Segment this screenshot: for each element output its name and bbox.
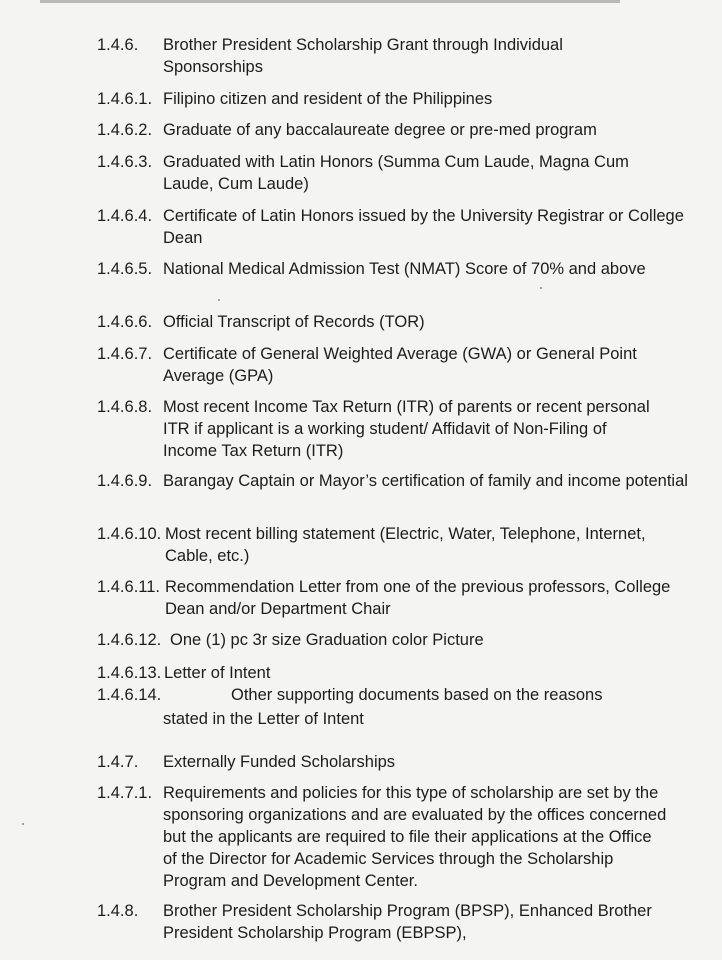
item-1-4-6-8 — [97, 396, 697, 462]
section-number: 1.4.7. — [97, 753, 139, 771]
item-1-4-6-3 — [97, 151, 697, 195]
item-1-4-6-2 — [97, 119, 697, 141]
item-number: 1.4.6.5. — [97, 260, 153, 278]
section-text: Externally Funded Scholarships — [163, 753, 396, 771]
section-1-4-8 — [97, 900, 697, 944]
item-1-4-6-13 — [97, 662, 697, 684]
item-text: One (1) pc 3r size Graduation color Picture — [170, 631, 484, 649]
item-number: 1.4.6.3. — [97, 153, 153, 171]
item-number: 1.4.6.1. — [97, 90, 153, 108]
scan-speck — [218, 299, 220, 301]
item-1-4-6-7 — [97, 343, 697, 387]
item-1-4-6-9 — [97, 470, 697, 492]
item-number: 1.4.6.9. — [97, 472, 153, 490]
scan-speck — [540, 287, 542, 289]
item-text: Other supporting documents based on the reasons — [231, 686, 603, 704]
item-number: 1.4.6.14. — [97, 686, 162, 704]
item-text: Most recent billing statement (Electric, Water, Telephone, Internet, Cable, etc.) — [165, 525, 646, 565]
item-text: Filipino citizen and resident of the Philippines — [163, 90, 493, 108]
item-1-4-6-6 — [97, 311, 697, 333]
item-number: 1.4.6.7. — [97, 345, 153, 363]
item-1-4-6-12 — [97, 629, 697, 651]
item-1-4-6-4 — [97, 205, 697, 249]
section-text: Brother President Scholarship Program (BPSP), Enhanced Brother President Scholarship Program (EBPSP), — [163, 902, 652, 942]
item-text: Official Transcript of Records (TOR) — [163, 313, 425, 331]
item-number: 1.4.6.10. — [97, 525, 162, 543]
item-number: 1.4.6.11. — [97, 578, 160, 596]
item-1-4-6-11 — [97, 576, 697, 620]
item-text: Most recent Income Tax Return (ITR) of parents or recent personal ITR if applicant is a working student/ Affidavit of Non-Filing of Income Tax Return (ITR) — [163, 398, 650, 460]
scan-speck — [22, 823, 24, 825]
section-text: Brother President Scholarship Grant through Individual Sponsorships — [163, 36, 563, 76]
item-text-continuation: stated in the Letter of Intent — [163, 710, 364, 728]
item-1-4-6-1 — [97, 88, 697, 110]
item-number: 1.4.6.6. — [97, 313, 153, 331]
section-1-4-6 — [97, 34, 697, 78]
item-1-4-7-1 — [97, 782, 697, 892]
item-text: Recommendation Letter from one of the previous professors, College Dean and/or Department Chair — [165, 578, 671, 618]
item-text: Graduated with Latin Honors (Summa Cum Laude, Magna Cum Laude, Cum Laude) — [163, 153, 629, 193]
section-number: 1.4.8. — [97, 902, 139, 920]
item-1-4-6-14 — [97, 684, 697, 730]
item-number: 1.4.7.1. — [97, 784, 153, 802]
section-number: 1.4.6. — [97, 36, 139, 54]
item-1-4-6-5 — [97, 258, 697, 280]
item-text: Graduate of any baccalaureate degree or pre-med program — [163, 121, 597, 139]
item-text: Letter of Intent — [164, 664, 271, 682]
item-text: National Medical Admission Test (NMAT) Score of 70% and above — [163, 260, 646, 278]
section-1-4-7 — [97, 751, 697, 773]
item-text: Requirements and policies for this type of scholarship are set by the sponsoring organizations and are evaluated by the offices concerned but the applicants are required to file their applications at the Office of the Director for Academic Services through the Scholarship Program and Development Center. — [163, 784, 667, 890]
item-text: Certificate of Latin Honors issued by the University Registrar or College Dean — [163, 207, 684, 247]
top-edge-line — [40, 0, 620, 3]
item-number: 1.4.6.12. — [97, 631, 162, 649]
item-number: 1.4.6.2. — [97, 121, 153, 139]
item-1-4-6-10 — [97, 523, 697, 567]
item-text: Certificate of General Weighted Average (GWA) or General Point Average (GPA) — [163, 345, 637, 385]
item-number: 1.4.6.8. — [97, 398, 153, 416]
item-number: 1.4.6.13. — [97, 664, 162, 682]
item-number: 1.4.6.4. — [97, 207, 153, 225]
item-text: Barangay Captain or Mayor’s certification of family and income potential — [163, 472, 688, 490]
